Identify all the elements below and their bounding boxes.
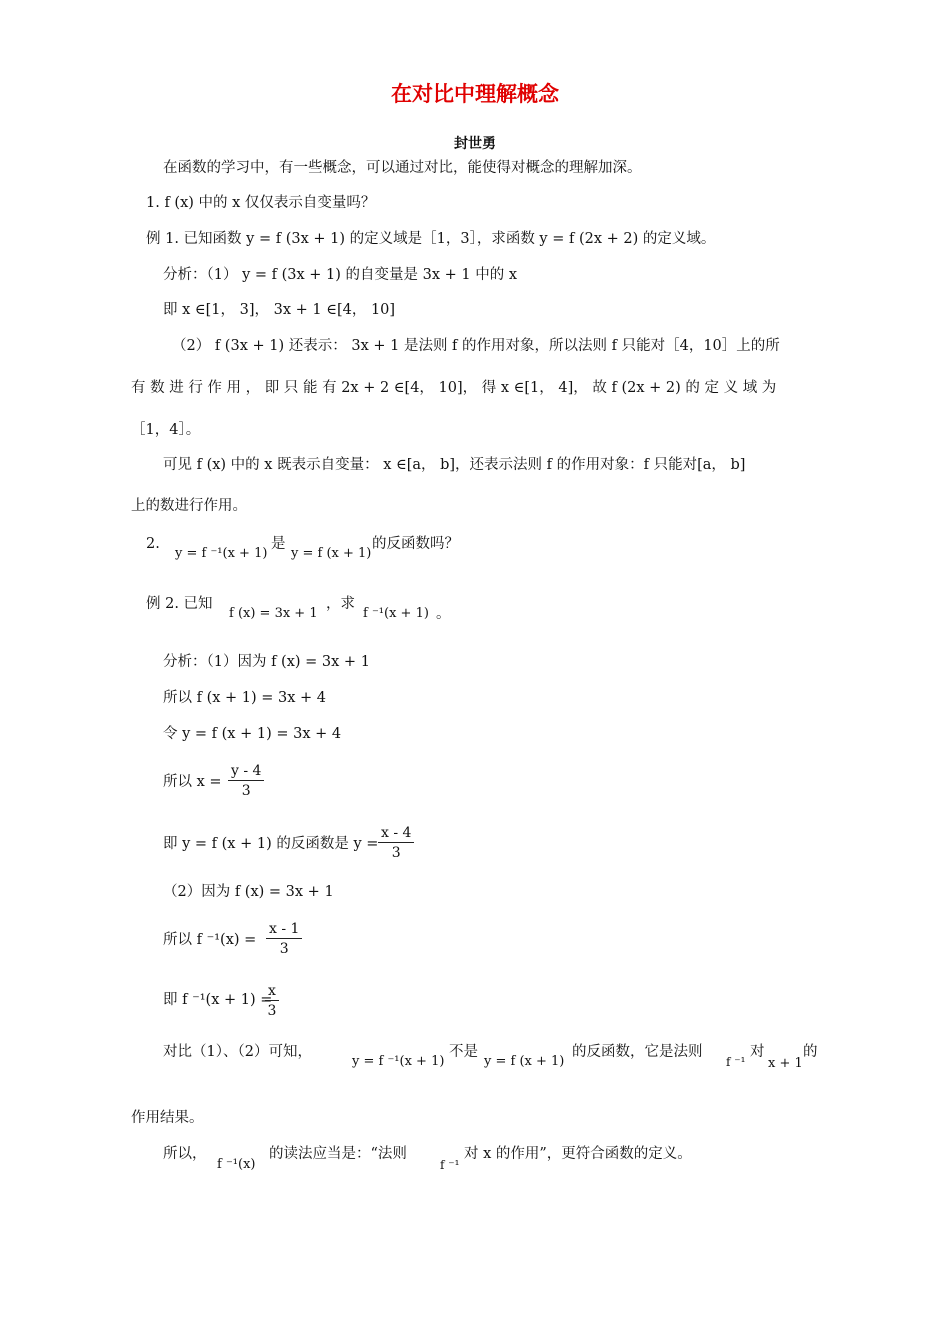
step-5-prefix: 即 y = f (x + 1) 的反函数是 y = [163,836,379,852]
final-formula-d: f ⁻¹ [440,1158,460,1172]
question-2-formula-a: y = f ⁻¹(x + 1) [175,546,268,561]
example-2-formula-d: f ⁻¹(x + 1) [363,606,429,621]
step-7-prefix: 所以 f ⁻¹(x) = [163,932,257,948]
example-1-analysis-3-line-3: ［1，4］。 [131,422,201,438]
step-4-fraction [228,762,264,801]
question-2-text-d: 的反函数吗？ [372,536,459,552]
example-1-analysis-1: 分析：（1） y = f (3x + 1) 的自变量是 3x + 1 中的 x [163,267,518,283]
question-2-text-b: 是 [271,536,286,552]
step-8-prefix: 即 f ⁻¹(x + 1) = [163,992,273,1008]
step-4-prefix: 所以 x = [163,774,222,790]
step-8-fraction [265,982,279,1021]
step-1: 分析：（1）因为 f (x) = 3x + 1 [163,654,370,670]
example-1-conclusion-line-1: 可见 f (x) 中的 x 既表示自变量： x ∈[a， b]，还表示法则 f 的作用对象：f 只能对[a， b] [163,457,746,473]
comparison-formula-h: x + 1 [768,1056,803,1071]
step-6: （2）因为 f (x) = 3x + 1 [163,884,334,900]
example-1-conclusion-line-2: 上的数进行作用。 [131,498,247,514]
step-3: 令 y = f (x + 1) = 3x + 4 [163,726,342,742]
comparison-text-e: 的反函数，它是法则 [572,1044,703,1060]
step-4-denominator: 3 [241,783,251,799]
step-4-numerator: y - 4 [228,762,264,781]
step-5-fraction [378,824,414,863]
step-2: 所以 f (x + 1) = 3x + 4 [163,690,327,706]
intro-paragraph: 在函数的学习中，有一些概念，可以通过对比，能使得对概念的理解加深。 [163,160,642,176]
comparison-text-a: 对比（1）、（2）可知， [163,1044,312,1060]
comparison-formula-b: y = f ⁻¹(x + 1) [352,1054,445,1069]
comparison-text-i: 的 [803,1044,818,1060]
question-2-number: 2. [146,536,160,552]
step-7-numerator: x - 1 [266,920,302,939]
final-text-e: 对 x 的作用”，更符合函数的定义。 [464,1146,692,1162]
step-5-numerator: x - 4 [378,824,414,843]
question-2-formula-c: y = f (x + 1) [291,546,372,561]
example-1-analysis-3-line-1: （2） f (3x + 1) 还表示： 3x + 1 是法则 f 的作用对象，所以法则 f 只能对［4，10］上的所 [172,338,780,354]
comparison-text-c: 不是 [449,1044,478,1060]
step-8-numerator: x [265,982,279,1001]
document-title: 在对比中理解概念 [391,82,559,106]
final-formula-b: f ⁻¹(x) [217,1157,256,1172]
step-8-denominator: 3 [267,1003,277,1019]
step-7-fraction [266,920,302,959]
final-text-a: 所以， [163,1146,207,1162]
example-2-formula-b: f (x) = 3x + 1 [229,606,318,621]
step-5-denominator: 3 [391,845,401,861]
step-7-denominator: 3 [279,941,289,957]
comparison-formula-f: f ⁻¹ [726,1055,746,1069]
example-1-analysis-3-line-2: 有 数 进 行 作 用 ， 即 只 能 有 2x + 2 ∈[4， 10]， 得 x ∈[1， 4]， 故 f (2x + 2) 的 定 义 域 为 [131,380,777,396]
author-name: 封世勇 [454,136,496,152]
final-text-c: 的读法应当是：“法则 [269,1146,407,1162]
example-2-text-e: 。 [436,606,451,622]
question-1: 1. f (x) 中的 x 仅仅表示自变量吗？ [146,195,376,211]
comparison-line-2: 作用结果。 [131,1110,204,1126]
example-1-analysis-2: 即 x ∈[1， 3]， 3x + 1 ∈[4， 10] [163,302,396,318]
comparison-text-g: 对 [750,1044,765,1060]
example-2-text-a: 例 2. 已知 [146,596,213,612]
example-2-text-c: ，求 [326,596,355,612]
comparison-formula-d: y = f (x + 1) [484,1054,565,1069]
example-1: 例 1. 已知函数 y = f (3x + 1) 的定义域是［1，3］，求函数 y = f (2x + 2) 的定义域。 [146,231,716,247]
